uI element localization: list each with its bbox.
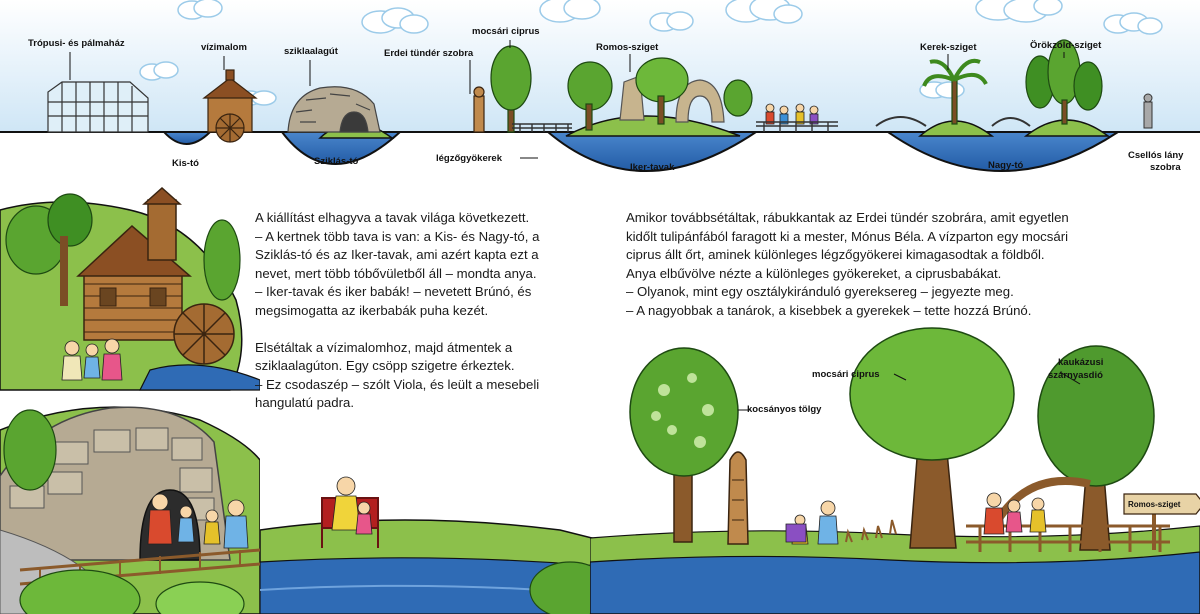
cello-girl-statue-icon [1144, 94, 1152, 128]
label-mocsari-ciprus-top: mocsári ciprus [472, 26, 540, 37]
label-orokzold-sziget: Örökzöld-sziget [1030, 40, 1102, 51]
forest-scene [590, 320, 1200, 614]
label-kis-to: Kis-tó [172, 158, 199, 169]
text-line: megsimogatta az ikerbabák puha kezét. [255, 302, 489, 318]
text-line: Amikor továbbsétáltak, rábukkantak az Erdei tündér szobrára, amit egyetlen [626, 210, 1069, 225]
right-story-text [626, 209, 1186, 339]
label-romos-sziget-sign: Romos-sziget [1128, 500, 1181, 509]
family-icon [62, 339, 122, 380]
label-csellos-line2: szobra [1150, 162, 1181, 173]
right-paragraph-1 [626, 209, 1186, 321]
text-line: kidőlt tulipánfából faragott ki a mester, Mónus Béla. A vízparton egy mocsári [626, 228, 1069, 244]
label-mocsari-ciprus: mocsári ciprus [812, 369, 880, 380]
oak-tree [630, 348, 738, 542]
text-line: nevet, mert több tóbővületből áll – mondta anya. [255, 265, 537, 281]
label-kaukazusi-line1: kaukázusi [1058, 357, 1104, 368]
fairy-statue-icon [474, 87, 484, 132]
text-line: – Ez csodaszép – szólt Viola, és leült a mesebeli [255, 376, 540, 392]
text-line: sziklaalagúton. Egy csöpp szigetre érkeztek. [255, 358, 515, 374]
left-scenes [0, 180, 260, 614]
label-erdei-tunder: Erdei tündér szobra [384, 48, 474, 59]
fairy-statue-icon [728, 452, 748, 544]
left-paragraph-1 [255, 209, 585, 321]
text-line: – A kertnek több tava is van: a Kis- és Nagy-tó, a [255, 228, 540, 244]
label-iker-tavak: Iker-tavak [630, 162, 675, 173]
label-szikas-to: Sziklás-tó [314, 156, 359, 167]
text-line: – Iker-tavak és iker babák! – nevetett Brúnó, és [255, 284, 532, 300]
label-romos-sziget: Romos-sziget [596, 42, 659, 53]
text-line: – A nagyobbak a tanárok, a kisebbek a gyerekek – tette hozzá Brúnó. [626, 302, 1032, 318]
label-kocsanyos-tolgy: kocsányos tölgy [747, 404, 822, 415]
family-icon [332, 477, 372, 534]
greenhouse-icon [48, 82, 148, 132]
left-story-text [255, 209, 585, 431]
text-line: hangulatú padra. [255, 395, 354, 411]
tunnel-scene [0, 407, 260, 614]
text-line: – Olyanok, mint egy osztálykiránduló gyereksereg – jegyezte meg. [626, 284, 1014, 300]
label-legzogyokerek: légzőgyökerek [436, 153, 502, 164]
text-line: Sziklás-tó és az Iker-tavak, ami azért kapta ezt a [255, 247, 539, 263]
label-tropusi: Trópusi- és pálmaház [28, 38, 125, 49]
label-nagy-to: Nagy-tó [988, 160, 1024, 171]
text-line: A kiállítást elhagyva a tavak világa következett. [255, 210, 530, 225]
text-line: Anya elbűvölve nézte a különleges gyökereket, a ciprusbabákat. [626, 265, 1002, 281]
label-kaukazusi-line2: szárnyasdió [1048, 370, 1103, 381]
left-paragraph-2 [255, 339, 585, 413]
lakes-map-strip [0, 0, 1200, 200]
label-sziklaalagut: sziklaalagút [284, 46, 338, 57]
label-vizimalom: vízimalom [201, 42, 247, 53]
label-kerek-sziget: Kerek-sziget [920, 42, 977, 53]
text-line: ciprus állt őrt, aminek különleges légzőgyökerei kimagasodtak a földből. [626, 247, 1045, 263]
bench-scene [260, 470, 600, 614]
label-csellos-line1: Csellós lány [1128, 150, 1184, 161]
mill-scene [0, 188, 260, 390]
text-line: Elsétáltak a vízimalomhoz, majd átmentek a [255, 339, 513, 355]
